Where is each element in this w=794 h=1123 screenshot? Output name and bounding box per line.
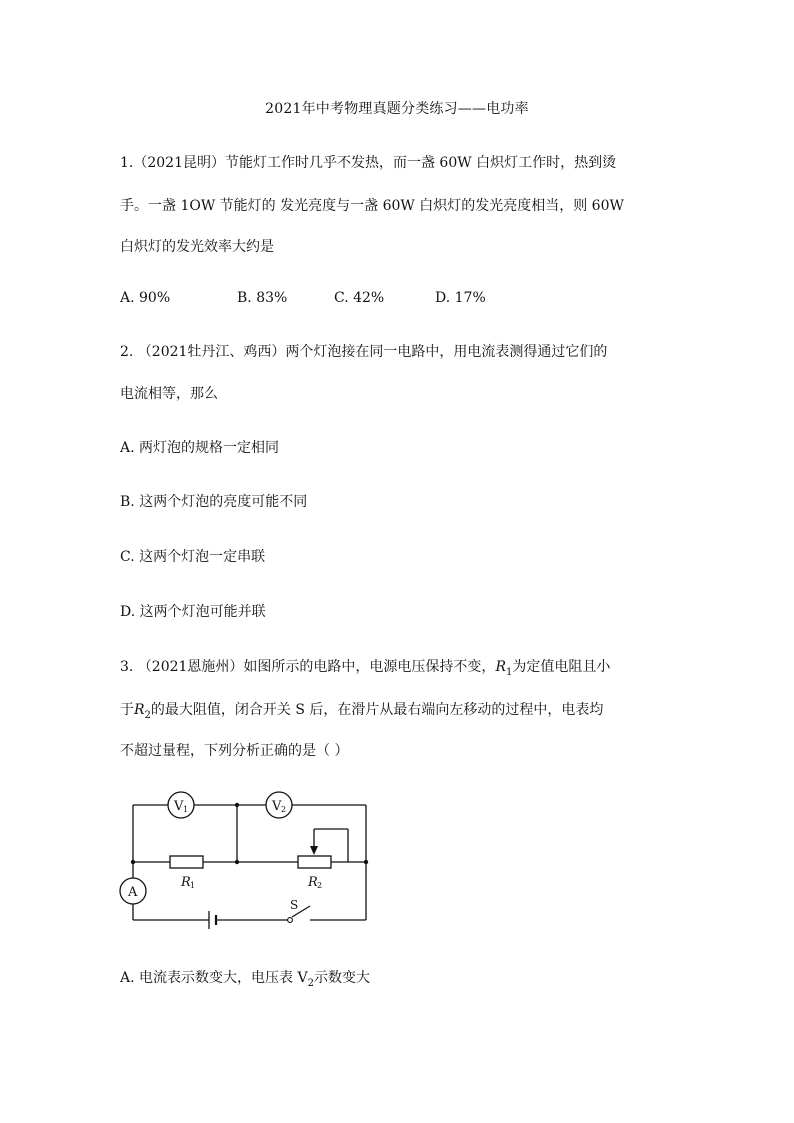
q2-option-c: C. 这两个灯泡一定串联 [120, 549, 266, 565]
r1-label-sub: 1 [190, 881, 196, 890]
q1-line-2: 手。一盏 1OW 节能灯的 发光亮度与一盏 60W 白炽灯的发光亮度相当，则 60W [120, 198, 624, 214]
q3-var-sub: 2 [144, 709, 151, 721]
q2-line-2: 电流相等，那么 [120, 386, 218, 402]
q1-option-a: A. 90% [120, 290, 171, 306]
q3-var-r: R [495, 659, 506, 675]
q2-option-a: A. 两灯泡的规格一定相同 [120, 440, 280, 456]
ammeter-label: A [128, 885, 138, 900]
q1-line-1: 1.（2021昆明）节能灯工作时几乎不发热，而一盏 60W 白炽灯工作时，热到烫 [120, 155, 617, 171]
q3-line-2 [120, 699, 603, 721]
junction-dot [235, 803, 239, 807]
q3-line-2-text-end: 的最大阻值，闭合开关 S 后，在滑片从最右端向左移动的过程中，电表均 [150, 702, 604, 718]
v2-label-sub: 2 [281, 805, 287, 814]
q1-option-d: D. 17% [435, 290, 486, 306]
v2-label: V [272, 799, 282, 814]
q3-line-1-text: 3. （2021恩施州）如图所示的电路中，电源电压保持不变， [120, 659, 496, 675]
q3-var-sub: 1 [505, 666, 513, 678]
v1-label-sub: 1 [183, 805, 189, 814]
v1-label: V [174, 799, 184, 814]
junction-dot [364, 860, 368, 864]
slider-arrowhead [310, 846, 318, 855]
q3-var-r: R [134, 702, 145, 718]
q2-line-1: 2. （2021牡丹江、鸡西）两个灯泡接在同一电路中，用电流表测得通过它们的 [120, 344, 608, 360]
switch-contact [288, 918, 293, 923]
r2-label: R [308, 875, 318, 890]
junction-dot [235, 860, 239, 864]
rheostat-r2 [298, 856, 331, 868]
q3-option-a-sub: 2 [307, 977, 314, 989]
resistor-r1 [170, 856, 203, 868]
q3-line-1-text-end: 为定值电阻且小 [512, 659, 611, 675]
junction-dot [131, 860, 135, 864]
q3-option-a [120, 967, 370, 989]
r2-label-sub: 2 [317, 881, 323, 890]
q2-option-d: D. 这两个灯泡可能并联 [120, 604, 266, 620]
circuit-diagram [118, 788, 378, 936]
document-title: 2021年中考物理真题分类练习——电功率 [265, 101, 529, 117]
q1-option-c: C. 42% [334, 290, 385, 306]
q3-line-1 [120, 656, 610, 678]
q3-line-3: 不超过量程，下列分析正确的是（ ） [120, 743, 349, 759]
q2-option-b: B. 这两个灯泡的亮度可能不同 [120, 494, 308, 510]
switch-label: S [290, 898, 299, 912]
q3-option-a-text: A. 电流表示数变大，电压表 V [120, 970, 308, 986]
r1-label: R [181, 875, 191, 890]
q3-line-2-text: 于 [120, 702, 134, 718]
q3-option-a-text-end: 示数变大 [313, 970, 370, 986]
q1-option-b: B. 83% [237, 290, 288, 306]
q1-line-3: 白炽灯的发光效率大约是 [120, 239, 274, 255]
